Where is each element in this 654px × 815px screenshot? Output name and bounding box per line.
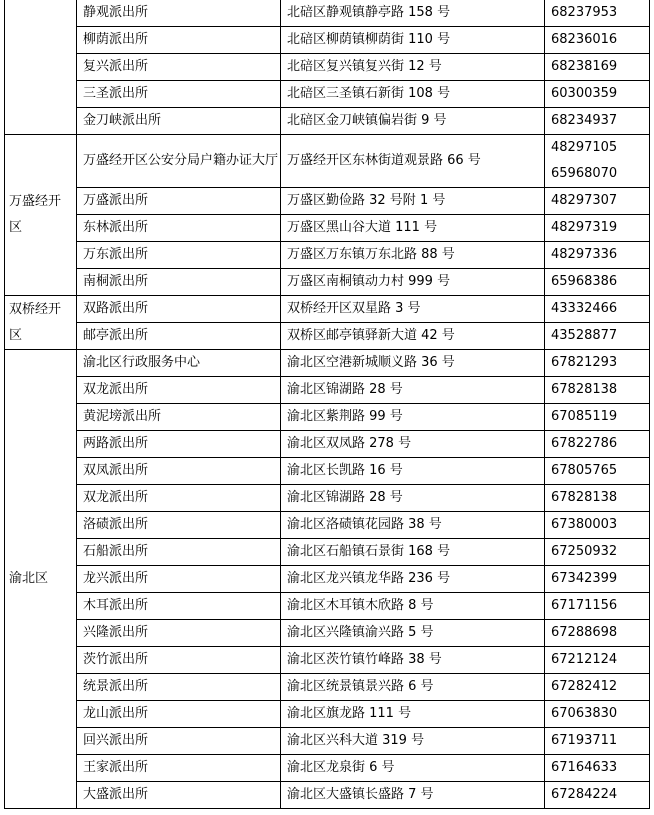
table-row xyxy=(5,485,650,512)
station-name: 黄泥塝派出所 xyxy=(77,404,281,431)
station-phone: 67212124 xyxy=(545,647,650,674)
station-phone: 67828138 xyxy=(545,485,650,512)
table-row xyxy=(5,81,650,108)
table-row xyxy=(5,539,650,566)
station-address: 渝北区兴科大道 319 号 xyxy=(281,728,545,755)
station-name: 双龙派出所 xyxy=(77,377,281,404)
station-name: 金刀峡派出所 xyxy=(77,108,281,135)
station-phone: 67805765 xyxy=(545,458,650,485)
station-phone: 68234937 xyxy=(545,108,650,135)
station-address: 渝北区锦湖路 28 号 xyxy=(281,377,545,404)
station-phone: 67282412 xyxy=(545,674,650,701)
table-row xyxy=(5,404,650,431)
station-phone: 43332466 xyxy=(545,296,650,323)
station-address: 万盛区黑山谷大道 111 号 xyxy=(281,215,545,242)
station-name: 统景派出所 xyxy=(77,674,281,701)
station-phone: 67821293 xyxy=(545,350,650,377)
station-address: 北碚区柳荫镇柳荫街 110 号 xyxy=(281,27,545,54)
table-row xyxy=(5,188,650,215)
station-name: 洛碛派出所 xyxy=(77,512,281,539)
station-name: 三圣派出所 xyxy=(77,81,281,108)
table-row xyxy=(5,350,650,377)
table-row xyxy=(5,782,650,809)
station-name: 龙山派出所 xyxy=(77,701,281,728)
station-phone: 67193711 xyxy=(545,728,650,755)
station-name: 两路派出所 xyxy=(77,431,281,458)
station-address: 渝北区茨竹镇竹峰路 38 号 xyxy=(281,647,545,674)
station-name: 王家派出所 xyxy=(77,755,281,782)
station-address: 万盛区南桐镇动力村 999 号 xyxy=(281,269,545,296)
station-address: 渝北区木耳镇木欣路 8 号 xyxy=(281,593,545,620)
station-phone: 68237953 xyxy=(545,0,650,27)
table-row xyxy=(5,215,650,242)
table-row xyxy=(5,458,650,485)
station-phone: 65968386 xyxy=(545,269,650,296)
station-name: 柳荫派出所 xyxy=(77,27,281,54)
station-address: 渝北区洛碛镇花园路 38 号 xyxy=(281,512,545,539)
station-phone: 60300359 xyxy=(545,81,650,108)
table-row xyxy=(5,377,650,404)
station-phone: 67380003 xyxy=(545,512,650,539)
table-row xyxy=(5,108,650,135)
station-name: 龙兴派出所 xyxy=(77,566,281,593)
police-station-table xyxy=(4,0,650,809)
table-body xyxy=(5,0,650,809)
station-address: 双桥经开区双星路 3 号 xyxy=(281,296,545,323)
station-address: 北碚区金刀峡镇偏岩街 9 号 xyxy=(281,108,545,135)
station-phone: 67171156 xyxy=(545,593,650,620)
station-phone: 48297319 xyxy=(545,215,650,242)
station-phone: 67822786 xyxy=(545,431,650,458)
station-phone: 43528877 xyxy=(545,323,650,350)
district-cell: 万盛经开区 xyxy=(5,135,77,296)
station-address: 渝北区空港新城顺义路 36 号 xyxy=(281,350,545,377)
table-row xyxy=(5,135,650,188)
station-address: 渝北区兴隆镇渝兴路 5 号 xyxy=(281,620,545,647)
district-cell: 双桥经开区 xyxy=(5,296,77,350)
table-row xyxy=(5,620,650,647)
station-address: 渝北区锦湖路 28 号 xyxy=(281,485,545,512)
station-phone: 67085119 xyxy=(545,404,650,431)
table-row xyxy=(5,701,650,728)
table-row xyxy=(5,27,650,54)
station-phone: 67342399 xyxy=(545,566,650,593)
station-address: 万盛区万东镇万东北路 88 号 xyxy=(281,242,545,269)
station-phone-primary: 48297105 xyxy=(551,140,618,155)
station-address: 渝北区旗龙路 111 号 xyxy=(281,701,545,728)
station-address: 渝北区紫荆路 99 号 xyxy=(281,404,545,431)
station-phone: 67063830 xyxy=(545,701,650,728)
station-name: 木耳派出所 xyxy=(77,593,281,620)
station-address: 渝北区长凯路 16 号 xyxy=(281,458,545,485)
station-phone: 68236016 xyxy=(545,27,650,54)
station-phone: 67828138 xyxy=(545,377,650,404)
station-address: 渝北区大盛镇长盛路 7 号 xyxy=(281,782,545,809)
table-row xyxy=(5,566,650,593)
table-row xyxy=(5,431,650,458)
station-address: 渝北区龙兴镇龙华路 236 号 xyxy=(281,566,545,593)
station-phone: 67250932 xyxy=(545,539,650,566)
station-name: 万盛经开区公安分局户籍办证大厅 xyxy=(77,135,281,188)
station-name: 东林派出所 xyxy=(77,215,281,242)
station-address: 渝北区统景镇景兴路 6 号 xyxy=(281,674,545,701)
station-phone xyxy=(545,135,650,188)
station-name: 大盛派出所 xyxy=(77,782,281,809)
station-address: 万盛区勤俭路 32 号附 1 号 xyxy=(281,188,545,215)
table-row xyxy=(5,296,650,323)
table-row xyxy=(5,0,650,27)
station-address: 北碚区三圣镇石新街 108 号 xyxy=(281,81,545,108)
station-phone-secondary: 65968070 xyxy=(551,166,618,181)
table-row xyxy=(5,242,650,269)
table-row xyxy=(5,647,650,674)
station-name: 石船派出所 xyxy=(77,539,281,566)
table-row xyxy=(5,54,650,81)
station-name: 静观派出所 xyxy=(77,0,281,27)
station-name: 复兴派出所 xyxy=(77,54,281,81)
table-row xyxy=(5,512,650,539)
station-name: 双路派出所 xyxy=(77,296,281,323)
station-phone: 68238169 xyxy=(545,54,650,81)
district-cell xyxy=(5,0,77,135)
table-row xyxy=(5,728,650,755)
station-address: 渝北区石船镇石景街 168 号 xyxy=(281,539,545,566)
station-address: 万盛经开区东林街道观景路 66 号 xyxy=(281,135,545,188)
station-name: 南桐派出所 xyxy=(77,269,281,296)
station-phone: 48297336 xyxy=(545,242,650,269)
station-phone: 67284224 xyxy=(545,782,650,809)
station-phone: 67164633 xyxy=(545,755,650,782)
table-row xyxy=(5,323,650,350)
district-cell: 渝北区 xyxy=(5,350,77,809)
station-phone: 67288698 xyxy=(545,620,650,647)
station-name: 双龙派出所 xyxy=(77,485,281,512)
station-name: 渝北区行政服务中心 xyxy=(77,350,281,377)
station-name: 茨竹派出所 xyxy=(77,647,281,674)
table-row xyxy=(5,269,650,296)
station-phone: 48297307 xyxy=(545,188,650,215)
station-name: 兴隆派出所 xyxy=(77,620,281,647)
table-row xyxy=(5,674,650,701)
station-name: 双凤派出所 xyxy=(77,458,281,485)
station-name: 万盛派出所 xyxy=(77,188,281,215)
station-address: 双桥区邮亭镇驿新大道 42 号 xyxy=(281,323,545,350)
table-row xyxy=(5,593,650,620)
table-row xyxy=(5,755,650,782)
station-name: 回兴派出所 xyxy=(77,728,281,755)
station-address: 渝北区龙泉街 6 号 xyxy=(281,755,545,782)
station-name: 邮亭派出所 xyxy=(77,323,281,350)
station-address: 渝北区双凤路 278 号 xyxy=(281,431,545,458)
station-address: 北碚区静观镇静亭路 158 号 xyxy=(281,0,545,27)
station-address: 北碚区复兴镇复兴街 12 号 xyxy=(281,54,545,81)
station-name: 万东派出所 xyxy=(77,242,281,269)
